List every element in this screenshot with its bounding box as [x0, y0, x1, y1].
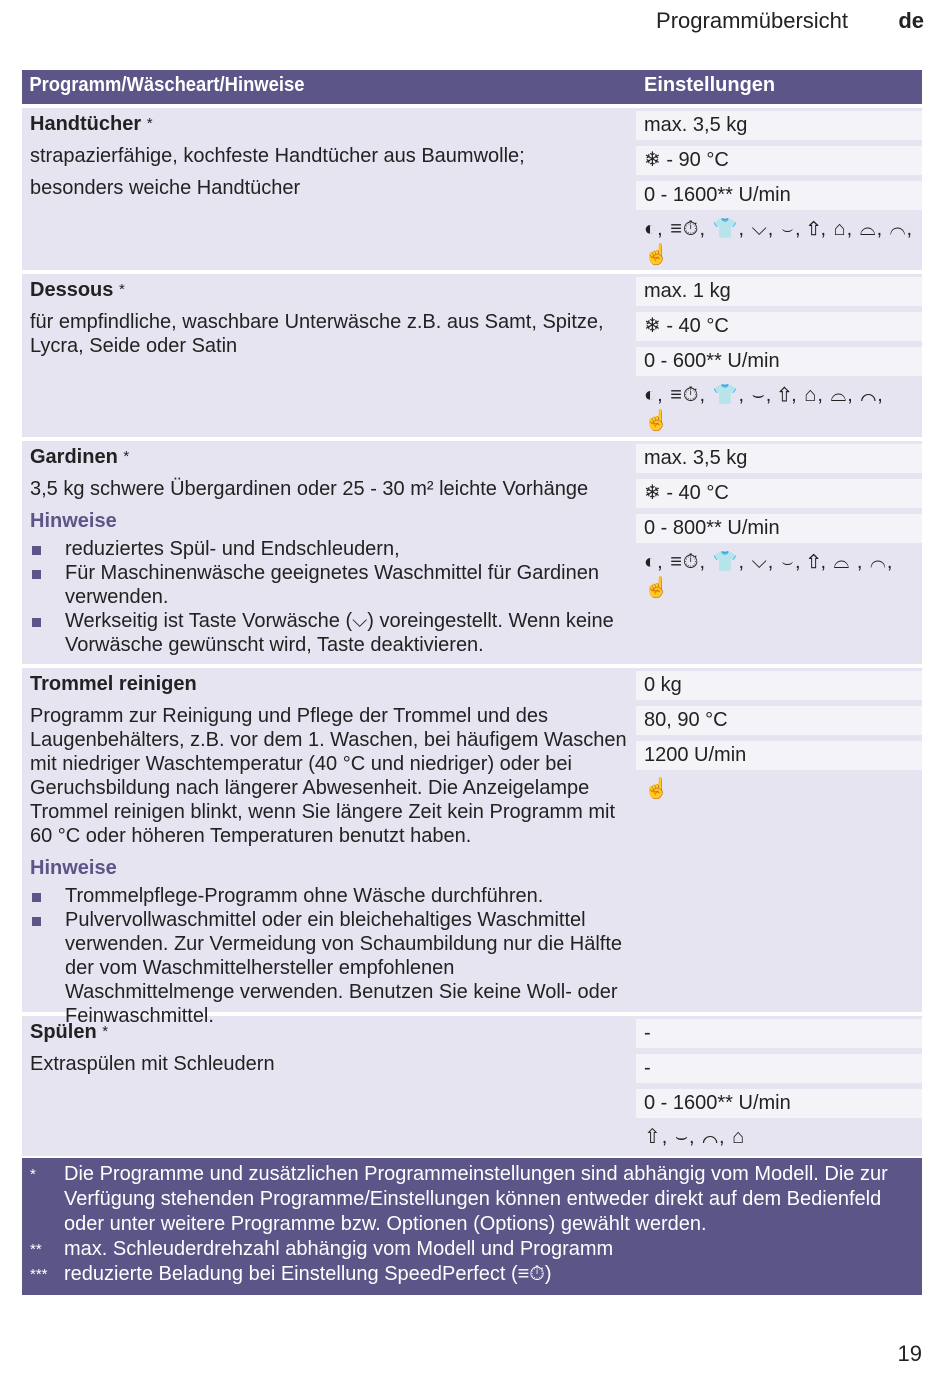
setting-temperature: ❄ - 40 °C: [636, 479, 922, 508]
program-settings: [636, 441, 922, 664]
hint-list: [30, 537, 628, 657]
table-row: [22, 108, 922, 270]
table-row: [22, 1016, 922, 1156]
option-icons: ☝: [644, 778, 670, 800]
footnote-text: max. Schleuderdrehzahl abhängig vom Modell und Programm: [64, 1238, 614, 1260]
list-item: Werkseitig ist Taste Vorwäsche (⌵) voreingestellt. Wenn keine Vorwäsche gewünscht wird, Taste deaktivieren.: [30, 609, 628, 657]
option-icons: ⇧, ⌣, ⌒, ⌂: [644, 1126, 746, 1148]
footnote-mark: **: [30, 1241, 42, 1258]
footnote: [30, 1162, 914, 1237]
program-name: Spülen: [30, 1021, 97, 1043]
program-table: [22, 70, 922, 1295]
setting-temperature: ❄ - 90 °C: [636, 146, 922, 175]
program-settings: [636, 1016, 922, 1156]
option-icons: ◐, ≡⏱, 👕, ⌣, ⇧, ⌂, ⌓, ⌒, ☝: [644, 384, 884, 432]
header-col-program: Programm/Wäscheart/Hinweise: [29, 74, 305, 96]
footnote: [30, 1237, 914, 1262]
page-number: 19: [897, 1341, 922, 1366]
program-name: Dessous: [30, 279, 114, 301]
program-description: Dessous * für empfindliche, waschbare Unterwäsche z.B. aus Samt, Spitze, Lycra, Seide oder Satin: [22, 274, 636, 437]
table-row: [22, 668, 922, 1027]
setting-temperature: -: [636, 1054, 922, 1083]
option-icons: ◐, ≡⏱, 👕, ⌵, ⌣, ⇧, ⌂, ⌓, ⌒, ☝: [644, 218, 914, 266]
program-description: [22, 668, 636, 1027]
footnote-text: Die Programme und zusätzlichen Programmeinstellungen sind abhängig vom Modell. Die zur Verfügung stehenden Programme/Einstellungen können entweder direkt auf dem Bedienfeld oder unter weitere Programme bzw. Optionen (Options) gewählt werden.: [64, 1163, 888, 1235]
program-settings: [636, 668, 922, 1012]
setting-load: max. 3,5 kg: [636, 444, 922, 473]
list-item: reduziertes Spül- und Endschleudern,: [30, 537, 628, 561]
language-code: de: [898, 8, 924, 33]
setting-spin: 0 - 600** U/min: [636, 347, 922, 376]
table-row: [22, 441, 922, 664]
program-settings: [636, 274, 922, 437]
list-item: Pulvervollwaschmittel oder ein bleichehaltiges Waschmittel verwenden. Zur Vermeidung von Schaumbildung nur die Hälfte der vom Waschmittelhersteller empfohlenen Waschmittelmenge verwenden. Benutzen Sie keine Woll- oder Feinwaschmittel.: [30, 908, 628, 1028]
program-name: Handtücher: [30, 113, 142, 135]
setting-spin: 1200 U/min: [636, 741, 922, 770]
table-header: [22, 70, 922, 104]
setting-load: -: [636, 1019, 922, 1048]
program-name: Gardinen: [30, 446, 118, 468]
program-text: besonders weiche Handtücher: [30, 177, 301, 199]
list-item: Für Maschinenwäsche geeignetes Waschmittel für Gardinen verwenden.: [30, 561, 628, 609]
header-col-settings: Einstellungen: [644, 74, 776, 96]
program-description: Gardinen * 3,5 kg schwere Übergardinen oder 25 - 30 m² leichte Vorhänge Hinweise reduziertes Spül- und Endschleudern, Für Maschinenwäsche geeignetes Waschmittel für Gardinen verwenden. Werkseitig ist Taste Vorwäsche (⌵) voreingestellt. Wenn keine Vorwäsche gewünscht wird, Taste deaktivieren.: [22, 441, 636, 664]
program-text: für empfindliche, waschbare Unterwäsche z.B. aus Samt, Spitze, Lycra, Seide oder Satin: [30, 311, 604, 357]
setting-spin: 0 - 1600** U/min: [636, 1089, 922, 1118]
setting-load: max. 3,5 kg: [636, 111, 922, 140]
program-text: strapazierfähige, kochfeste Handtücher aus Baumwolle;: [30, 145, 525, 167]
setting-temperature: 80, 90 °C: [636, 706, 922, 735]
footnote: [30, 1262, 914, 1287]
program-description: Spülen * Extraspülen mit Schleudern: [22, 1016, 636, 1156]
footnote-mark: ***: [30, 1266, 48, 1283]
program-settings: [636, 108, 922, 270]
footnote-mark: *: [30, 1166, 36, 1183]
list-item: Trommelpflege-Programm ohne Wäsche durchführen.: [30, 884, 628, 908]
program-name: Trommel reinigen: [30, 673, 197, 695]
setting-spin: 0 - 1600** U/min: [636, 181, 922, 210]
program-text: 3,5 kg schwere Übergardinen oder 25 - 30 m² leichte Vorhänge: [30, 478, 589, 500]
program-description: Handtücher * strapazierfähige, kochfeste Handtücher aus Baumwolle; besonders weiche Handtücher: [22, 108, 636, 270]
running-header-title: Programmübersicht: [656, 8, 848, 33]
hint-list: [30, 884, 628, 1028]
footnote-text: reduzierte Beladung bei Einstellung SpeedPerfect (≡⏱): [64, 1263, 552, 1285]
setting-load: max. 1 kg: [636, 277, 922, 306]
table-row: [22, 274, 922, 437]
setting-spin: 0 - 800** U/min: [636, 514, 922, 543]
program-text: Extraspülen mit Schleudern: [30, 1053, 275, 1075]
hint-title: Hinweise: [30, 857, 117, 879]
footnotes: [22, 1158, 922, 1295]
hint-title: Hinweise: [30, 510, 117, 532]
program-text: Programm zur Reinigung und Pflege der Trommel und des Laugenbehälters, z.B. vor dem 1. Waschen, bei häufigem Waschen mit niedriger Waschtemperatur (40 °C und niedriger) oder bei Geruchsbildung nach längerer Abwesenheit. Die Anzeigelampe Trommel reinigen blinkt, wenn Sie längere Zeit kein Programm mit 60 °C oder höheren Temperaturen benutzt haben.: [30, 705, 627, 847]
setting-temperature: ❄ - 40 °C: [636, 312, 922, 341]
setting-load: 0 kg: [636, 671, 922, 700]
option-icons: ◐, ≡⏱, 👕, ⌵, ⌣, ⇧, ⌓ , ⌒, ☝: [644, 551, 894, 599]
